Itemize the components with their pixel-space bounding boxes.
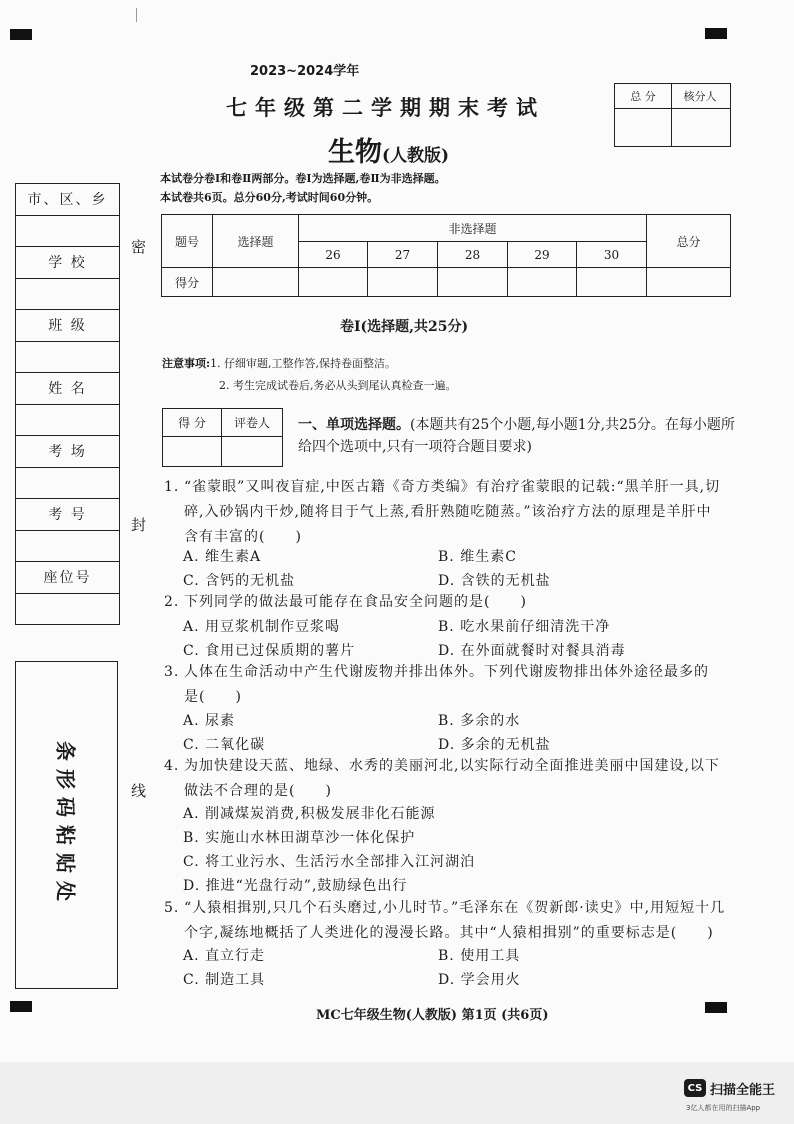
option-d[interactable]: D. 多余的无机盐 <box>438 737 551 753</box>
exam-note-2: 本试卷共6页。总分60分,考试时间60分钟。 <box>160 191 379 204</box>
total-score-label: 总 分 <box>630 90 656 103</box>
subject-edition: (人教版) <box>382 146 450 166</box>
option-d[interactable]: D. 推进“光盘行动”,鼓励绿色出行 <box>183 878 408 894</box>
grade-table <box>161 214 731 297</box>
option-b[interactable]: B. 使用工具 <box>438 948 521 964</box>
registration-mark-top-right <box>705 28 727 39</box>
grade-number: 30 <box>603 247 620 262</box>
option-d[interactable]: D. 在外面就餐时对餐具消毒 <box>438 643 626 659</box>
question-line: “人猿相揖别,只几个石头磨过,小儿时节。”毛泽东在《贺新郎·读史》中,用短短十几 <box>184 900 726 916</box>
fold-line <box>136 8 137 22</box>
scanner-band <box>0 1062 794 1124</box>
grade-score-label: 得分 <box>174 275 199 290</box>
attention-item-1: 1. 仔细审题,工整作答,保持卷面整洁。 <box>210 357 397 370</box>
field-number-label: 考 号 <box>16 499 119 531</box>
option-a[interactable]: A. 用豆浆机制作豆浆喝 <box>183 619 341 635</box>
section-heading <box>298 414 738 458</box>
question-4 <box>164 754 734 804</box>
registration-mark-top-left <box>10 29 32 40</box>
grade-number: 27 <box>394 247 411 262</box>
question-line: “雀蒙眼”又叫夜盲症,中医古籍《奇方类编》有治疗雀蒙眼的记载:“黑羊肝一具,切 <box>184 479 721 495</box>
grade-nonchoice-label: 非选择题 <box>448 221 497 236</box>
section-score-table <box>162 408 283 467</box>
question-number: 5. <box>164 900 180 916</box>
question-5 <box>164 896 734 946</box>
field-room-blank[interactable] <box>16 468 119 500</box>
question-3 <box>164 660 734 710</box>
grade-number: 26 <box>325 247 341 262</box>
field-school-blank[interactable] <box>16 279 119 311</box>
mini-score-label: 得 分 <box>178 416 206 430</box>
field-region-blank[interactable] <box>16 216 119 248</box>
option-b[interactable]: B. 吃水果前仔细清洗干净 <box>438 619 611 635</box>
field-name-blank[interactable] <box>16 405 119 437</box>
question-line: 是( ) <box>184 689 242 705</box>
field-seat-blank[interactable] <box>16 594 119 625</box>
section-title: 一、单项选择题。 <box>298 417 410 433</box>
scanner-tagline: 3亿人都在用的扫描App <box>686 1104 761 1112</box>
section-desc: (本题共有25个小题,每小题1分,共25分。在每小题所给四个选项中,只有一项符合题目要求) <box>298 417 735 455</box>
option-a[interactable]: A. 削减煤炭消费,积极发展非化石能源 <box>183 806 436 822</box>
grade-col-label: 题号 <box>174 234 199 249</box>
field-class-label: 班 级 <box>16 310 119 342</box>
page-footer: MC七年级生物(人教版) 第1页 (共6页) <box>316 1008 549 1023</box>
option-b[interactable]: B. 实施山水林田湖草沙一体化保护 <box>183 830 416 846</box>
subject-title <box>328 130 449 169</box>
seal-char-mi: 密 <box>131 238 147 256</box>
question-line: 做法不合理的是( ) <box>184 783 332 799</box>
option-d[interactable]: D. 学会用火 <box>438 972 521 988</box>
question-line: 为加快建设天蓝、地绿、水秀的美丽河北,以实际行动全面推进美丽中国建设,以下 <box>184 758 720 774</box>
mini-grader-label: 评卷人 <box>233 416 270 430</box>
field-seat-label: 座位号 <box>16 562 119 594</box>
option-c[interactable]: C. 二氧化碳 <box>183 737 266 753</box>
grade-number: 29 <box>534 247 550 262</box>
registration-mark-bottom-right <box>705 1002 727 1013</box>
question-line: 人体在生命活动中产生代谢废物并排出体外。下列代谢废物排出体外途径最多的 <box>184 664 709 680</box>
part-one-title: 卷Ⅰ(选择题,共25分) <box>340 319 469 335</box>
option-a[interactable]: A. 维生素A <box>183 549 262 565</box>
option-c[interactable]: C. 食用已过保质期的薯片 <box>183 643 356 659</box>
subject-name: 生物 <box>328 137 382 168</box>
field-name-label: 姓 名 <box>16 373 119 405</box>
grade-total-label: 总分 <box>676 234 701 249</box>
option-c[interactable]: C. 含钙的无机盐 <box>183 573 296 589</box>
question-line: 含有丰富的( ) <box>184 529 302 545</box>
exam-note-1: 本试卷分卷Ⅰ和卷Ⅱ两部分。卷Ⅰ为选择题,卷Ⅱ为非选择题。 <box>160 172 446 185</box>
option-c[interactable]: C. 将工业污水、生活污水全部排入江河湖泊 <box>183 854 476 870</box>
seal-char-xian: 线 <box>131 782 147 800</box>
field-region-label: 市、区、乡 <box>16 184 119 216</box>
option-c[interactable]: C. 制造工具 <box>183 972 266 988</box>
student-info-table <box>15 183 120 625</box>
field-school-label: 学 校 <box>16 247 119 279</box>
question-line: 下列同学的做法最可能存在食品安全问题的是( ) <box>184 594 527 610</box>
question-1 <box>164 475 734 550</box>
option-a[interactable]: A. 尿素 <box>183 713 236 729</box>
option-b[interactable]: B. 多余的水 <box>438 713 521 729</box>
camscanner-logo-icon: CS <box>684 1079 706 1097</box>
total-score-box <box>614 83 731 147</box>
question-number: 1. <box>164 479 180 495</box>
exam-title: 七年级第二学期期末考试 <box>226 95 545 120</box>
grade-number: 28 <box>464 247 481 262</box>
grade-choice-label: 选择题 <box>237 234 274 249</box>
question-number: 2. <box>164 594 180 610</box>
option-d[interactable]: D. 含铁的无机盐 <box>438 573 551 589</box>
checker-label: 核分人 <box>683 90 717 103</box>
field-room-label: 考 场 <box>16 436 119 468</box>
attention-line-1 <box>162 353 457 375</box>
attention-block <box>162 353 457 397</box>
question-number: 3. <box>164 664 180 680</box>
question-line: 个字,凝练地概括了人类进化的漫漫长路。其中“人猿相揖别”的重要标志是( ) <box>184 925 714 941</box>
field-class-blank[interactable] <box>16 342 119 374</box>
attention-label: 注意事项: <box>162 357 211 370</box>
barcode-area <box>15 661 118 989</box>
registration-mark-bottom-left <box>10 1001 32 1012</box>
school-year: 2023~2024学年 <box>250 64 360 79</box>
scanner-brand-name: 扫描全能王 <box>710 1083 776 1098</box>
option-b[interactable]: B. 维生素C <box>438 549 517 565</box>
seal-char-feng: 封 <box>131 516 147 534</box>
option-a[interactable]: A. 直立行走 <box>183 948 266 964</box>
question-number: 4. <box>164 758 180 774</box>
barcode-label: 条形码粘贴处 <box>53 741 77 909</box>
field-number-blank[interactable] <box>16 531 119 563</box>
question-line: 碎,入砂锅内干炒,随将目于气上蒸,看肝熟随吃随蒸。”该治疗方法的原理是羊肝中 <box>184 504 712 520</box>
question-2 <box>164 590 734 615</box>
attention-item-2: 2. 考生完成试卷后,务必从头到尾认真检查一遍。 <box>219 379 457 392</box>
